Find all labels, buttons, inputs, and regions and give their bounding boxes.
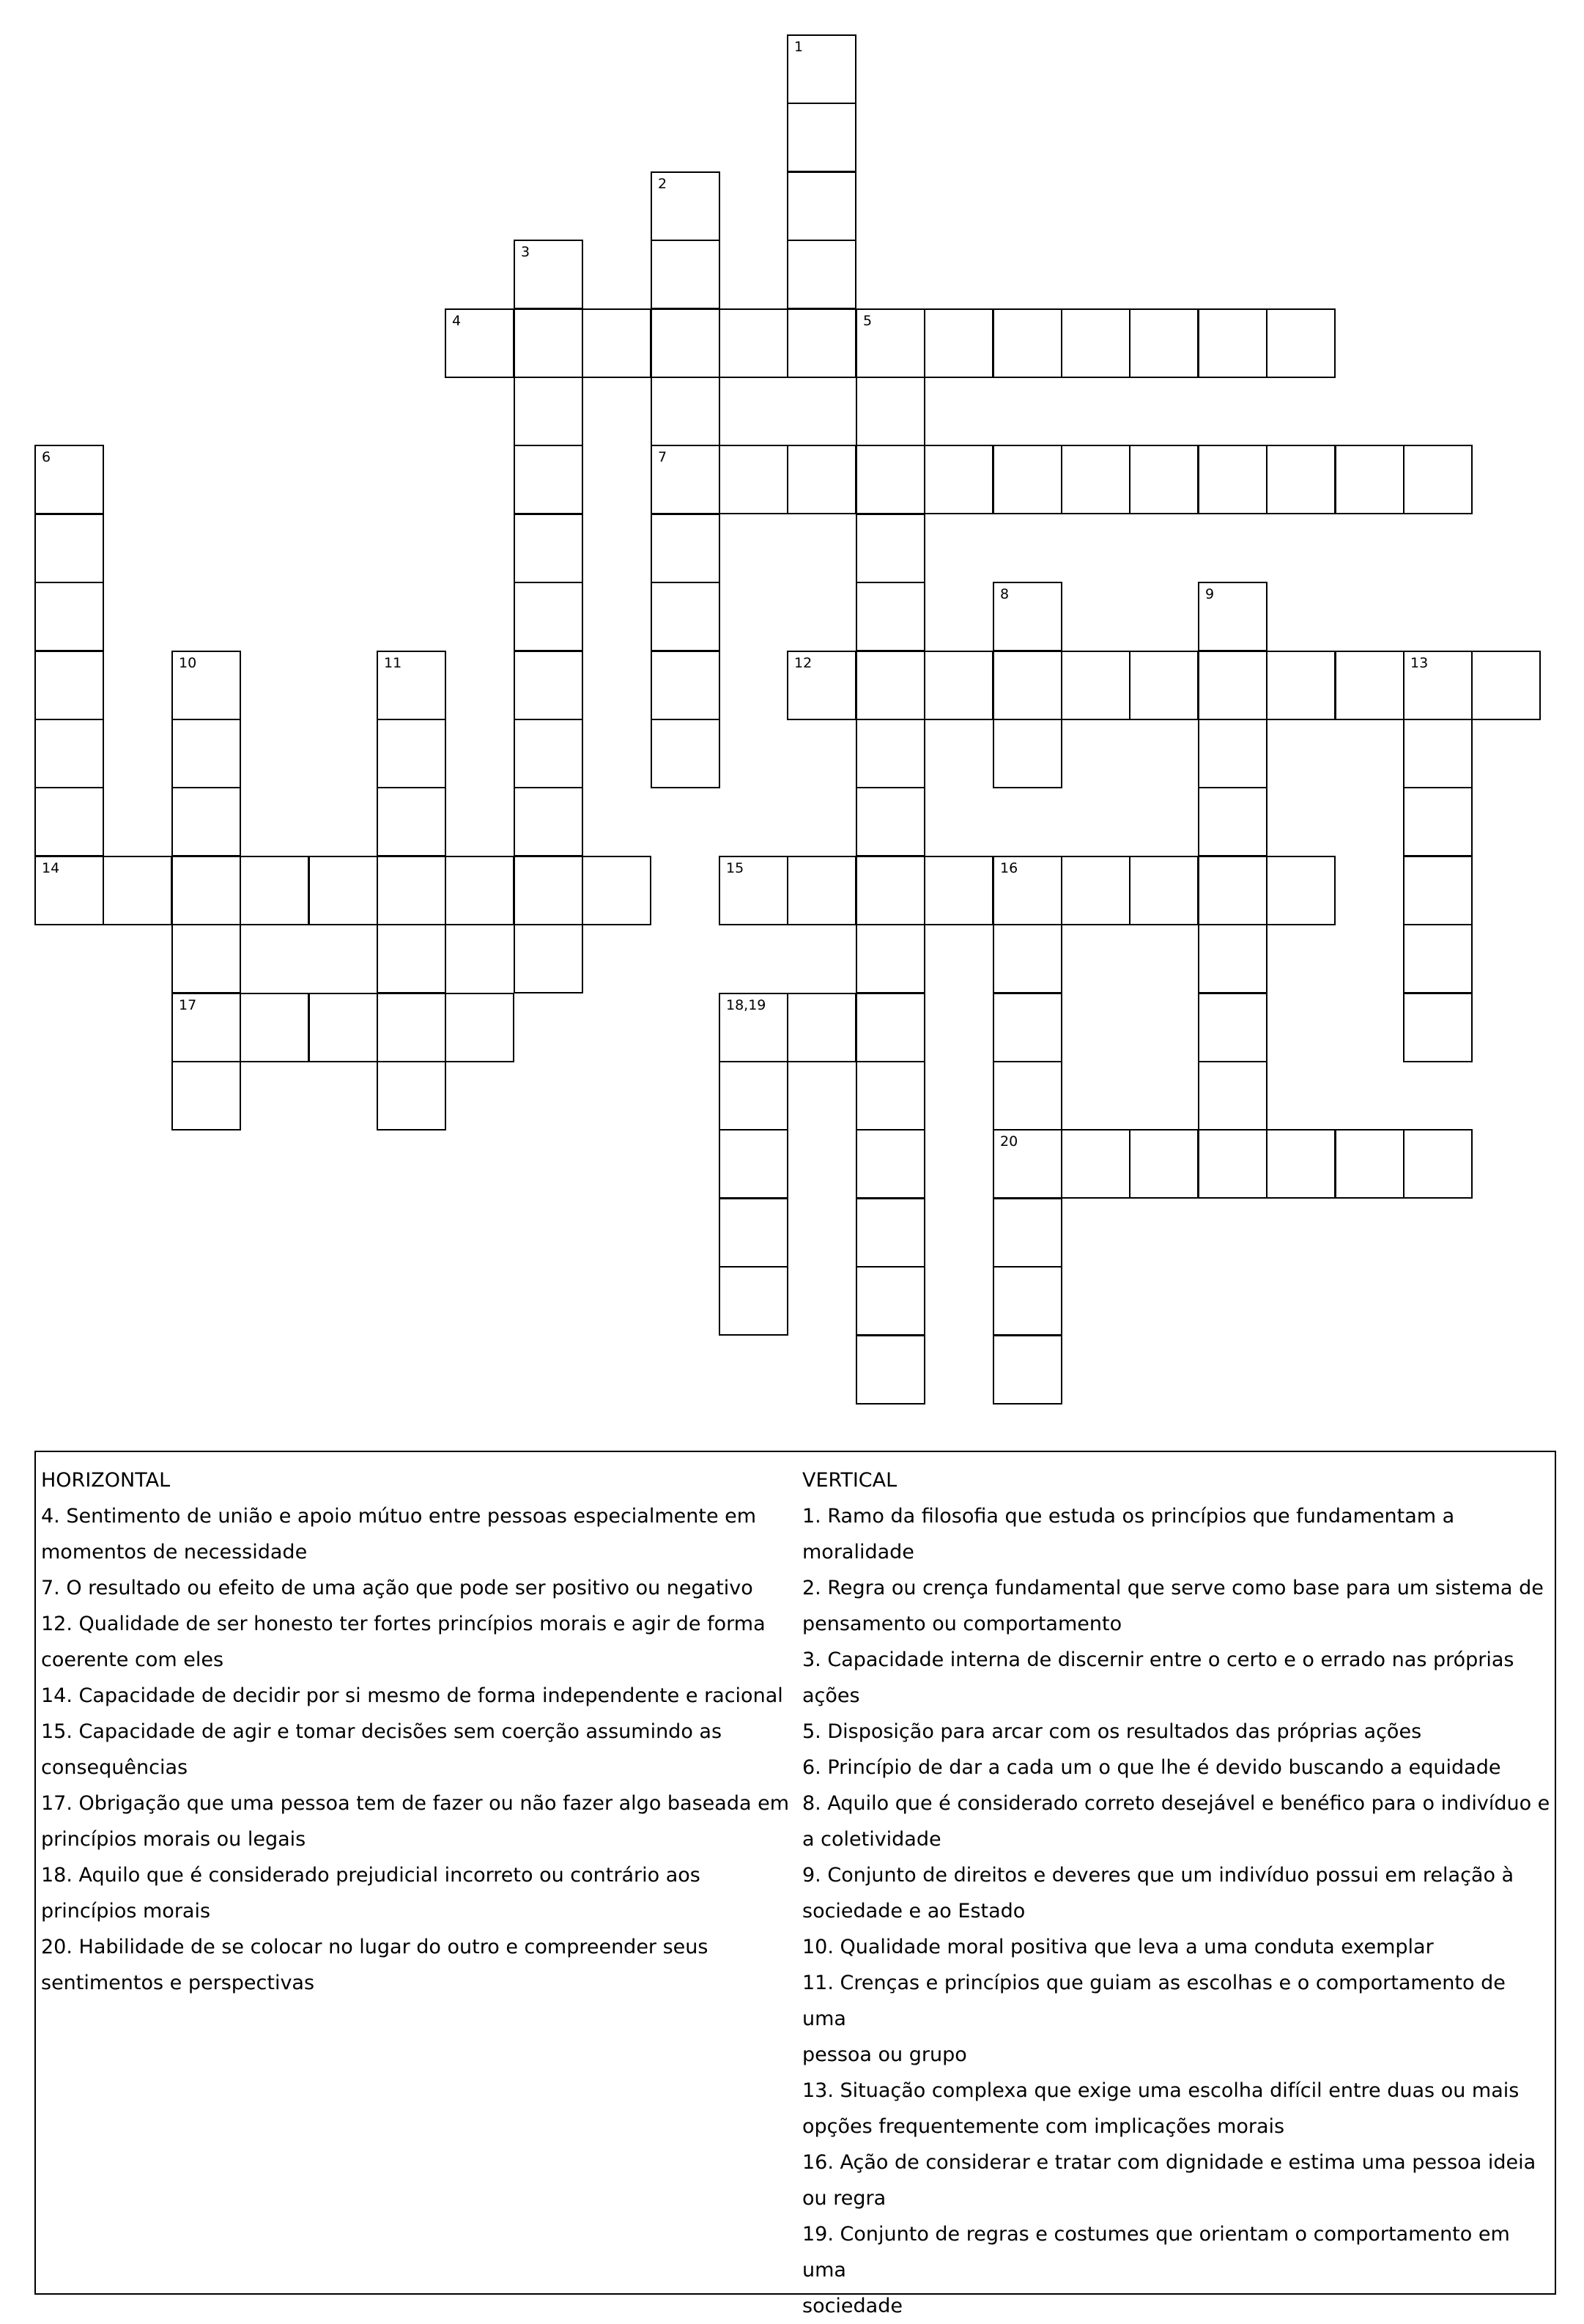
crossword-cell[interactable]: [924, 308, 993, 378]
crossword-cell[interactable]: [514, 240, 583, 309]
crossword-cell[interactable]: [856, 1335, 925, 1405]
crossword-cell[interactable]: [993, 308, 1062, 378]
vertical-title: VERTICAL: [802, 1469, 898, 1492]
clue-line: 2. Regra ou crença fundamental que serve como base para um sistema de: [802, 1577, 1544, 1599]
crossword-cell[interactable]: [719, 1266, 788, 1336]
crossword-cell[interactable]: [377, 856, 446, 925]
clue-line: pensamento ou comportamento: [802, 1613, 1122, 1635]
clue-line: princípios morais: [41, 1900, 211, 1923]
crossword-cell[interactable]: [719, 1198, 788, 1268]
crossword-cell[interactable]: [514, 651, 583, 720]
clue-line: 1. Ramo da filosofia que estuda os princípios que fundamentam a: [802, 1505, 1455, 1528]
clue-line: 12. Qualidade de ser honesto ter fortes princípios morais e agir de forma: [41, 1613, 766, 1635]
crossword-cell[interactable]: [924, 445, 993, 514]
crossword-cell[interactable]: [377, 787, 446, 856]
crossword-cell[interactable]: [993, 993, 1062, 1062]
crossword-cell[interactable]: [377, 651, 446, 720]
crossword-cell[interactable]: [514, 377, 583, 446]
crossword-cell[interactable]: [582, 856, 651, 925]
crossword-cell[interactable]: [719, 445, 788, 514]
clue-number: 2: [658, 176, 667, 192]
clues-box: [34, 1451, 1556, 2317]
crossword-cell[interactable]: [651, 514, 720, 583]
crossword-cell[interactable]: [993, 856, 1062, 925]
crossword-cell[interactable]: [445, 993, 514, 1062]
clue-line: princípios morais ou legais: [41, 1828, 306, 1851]
clue-line: moralidade: [802, 1541, 914, 1563]
crossword-cell[interactable]: [1061, 651, 1130, 720]
crossword-cell[interactable]: [1198, 651, 1267, 720]
crossword-cell[interactable]: [1403, 719, 1473, 788]
clue-line: pessoa ou grupo: [802, 2043, 967, 2066]
crossword-cell[interactable]: [787, 308, 856, 378]
crossword-cell[interactable]: [377, 993, 446, 1062]
crossword-cell[interactable]: [103, 856, 172, 925]
crossword-cell[interactable]: [856, 787, 925, 856]
crossword-cell[interactable]: [1335, 651, 1404, 720]
clue-line: coerente com eles: [41, 1648, 224, 1671]
crossword-cell[interactable]: [1266, 1129, 1336, 1199]
crossword-cell[interactable]: [1266, 308, 1336, 378]
crossword-cell[interactable]: [856, 308, 925, 378]
crossword-cell[interactable]: [1335, 1129, 1404, 1199]
clue-line: 11. Crenças e princípios que guiam as escolhas e o comportamento de uma: [802, 1972, 1506, 2030]
crossword-cell[interactable]: [514, 308, 583, 378]
clue-line: ações: [802, 1684, 860, 1707]
clue-line: 8. Aquilo que é considerado correto desejável e benéfico para o indivíduo e: [802, 1792, 1550, 1815]
crossword-cell[interactable]: [514, 582, 583, 651]
crossword-cell[interactable]: [1403, 445, 1473, 514]
crossword-cell[interactable]: [1129, 445, 1199, 514]
crossword-cell[interactable]: [856, 1198, 925, 1268]
clue-number: 14: [42, 860, 60, 876]
crossword-cell[interactable]: [171, 787, 241, 856]
crossword-cell[interactable]: [34, 651, 104, 720]
crossword-cell[interactable]: [993, 719, 1062, 788]
clue-line: 10. Qualidade moral positiva que leva a uma conduta exemplar: [802, 1936, 1434, 1958]
clue-line: sociedade: [802, 2295, 903, 2317]
crossword-cell[interactable]: [1198, 1061, 1267, 1130]
crossword-cell[interactable]: [240, 856, 309, 925]
crossword-cell[interactable]: [993, 1061, 1062, 1130]
crossword-cell[interactable]: [651, 719, 720, 788]
clue-number: 8: [1000, 586, 1010, 602]
crossword-cell[interactable]: [171, 719, 241, 788]
clue-line: consequências: [41, 1756, 188, 1779]
crossword-cell[interactable]: [34, 445, 104, 514]
crossword-cell[interactable]: [993, 582, 1062, 651]
crossword-cell[interactable]: [719, 856, 788, 925]
crossword-cell[interactable]: [1198, 924, 1267, 993]
crossword-cell[interactable]: [651, 308, 720, 378]
crossword-cell[interactable]: [1198, 719, 1267, 788]
crossword-cell[interactable]: [651, 240, 720, 309]
crossword-cell[interactable]: [171, 993, 241, 1062]
crossword-cell[interactable]: [993, 1198, 1062, 1268]
crossword-cell[interactable]: [1403, 787, 1473, 856]
clue-line: 3. Capacidade interna de discernir entre o certo e o errado nas próprias: [802, 1648, 1514, 1671]
crossword-cell[interactable]: [993, 651, 1062, 720]
clue-line: 18. Aquilo que é considerado prejudicial incorreto ou contrário aos: [41, 1864, 700, 1887]
clue-line: ou regra: [802, 2187, 887, 2210]
crossword-cell[interactable]: [1403, 856, 1473, 925]
clue-line: 16. Ação de considerar e tratar com dignidade e estima uma pessoa ideia: [802, 2151, 1536, 2174]
crossword-cell[interactable]: [514, 719, 583, 788]
crossword-cell[interactable]: [1129, 308, 1199, 378]
crossword-cell[interactable]: [787, 993, 856, 1062]
crossword-cell[interactable]: [787, 240, 856, 309]
crossword-cell[interactable]: [514, 787, 583, 856]
crossword-cell[interactable]: [993, 1129, 1062, 1199]
clue-number: 6: [42, 449, 51, 465]
clue-line: a coletividade: [802, 1828, 941, 1851]
crossword-cell[interactable]: [787, 856, 856, 925]
crossword-cell[interactable]: [514, 445, 583, 514]
crossword-cell[interactable]: [993, 924, 1062, 993]
crossword-cell[interactable]: [34, 787, 104, 856]
crossword-cell[interactable]: [1198, 787, 1267, 856]
crossword-cell[interactable]: [308, 856, 378, 925]
crossword-cell[interactable]: [34, 582, 104, 651]
crossword-cell[interactable]: [856, 993, 925, 1062]
crossword-cell[interactable]: [856, 924, 925, 993]
crossword-cell[interactable]: [1198, 993, 1267, 1062]
crossword-cell[interactable]: [377, 924, 446, 993]
crossword-cell[interactable]: [1266, 651, 1336, 720]
crossword-cell[interactable]: [856, 1266, 925, 1336]
crossword-cell[interactable]: [993, 1266, 1062, 1336]
clue-number: 15: [726, 860, 744, 876]
crossword-cell[interactable]: [1129, 1129, 1199, 1199]
crossword-cell[interactable]: [240, 993, 309, 1062]
crossword-cell[interactable]: [1471, 651, 1541, 720]
clue-number: 20: [1000, 1133, 1018, 1150]
clue-number: 3: [521, 244, 530, 260]
clue-line: 9. Conjunto de direitos e deveres que um indivíduo possui em relação à: [802, 1864, 1514, 1887]
crossword-cell[interactable]: [1266, 445, 1336, 514]
clue-number: 9: [1205, 586, 1215, 602]
crossword-cell[interactable]: [651, 651, 720, 720]
crossword-cell[interactable]: [171, 651, 241, 720]
crossword-cell[interactable]: [787, 651, 856, 720]
crossword-cell[interactable]: [719, 1061, 788, 1130]
crossword-cell[interactable]: [856, 1061, 925, 1130]
clue-line: momentos de necessidade: [41, 1541, 308, 1563]
crossword-cell[interactable]: [651, 582, 720, 651]
clue-number: 4: [452, 313, 462, 329]
crossword-cell[interactable]: [1403, 993, 1473, 1062]
crossword-cell[interactable]: [34, 856, 104, 925]
clue-line: sociedade e ao Estado: [802, 1900, 1026, 1923]
crossword-cell[interactable]: [171, 924, 241, 993]
clue-number: 10: [179, 655, 197, 671]
crossword-cell[interactable]: [719, 1129, 788, 1199]
crossword-cell[interactable]: [787, 34, 856, 104]
crossword-cell[interactable]: [924, 651, 993, 720]
crossword-cell[interactable]: [171, 1061, 241, 1130]
clue-line: 19. Conjunto de regras e costumes que orientam o comportamento em uma: [802, 2223, 1510, 2282]
clue-number: 12: [794, 655, 813, 671]
crossword-cell[interactable]: [719, 308, 788, 378]
clue-number: 13: [1410, 655, 1429, 671]
clue-line: 20. Habilidade de se colocar no lugar do outro e compreender seus: [41, 1936, 708, 1958]
crossword-cell[interactable]: [993, 445, 1062, 514]
crossword-cell[interactable]: [856, 856, 925, 925]
clue-number: 11: [384, 655, 402, 671]
crossword-cell[interactable]: [1198, 856, 1267, 925]
clue-line: 5. Disposição para arcar com os resultados das próprias ações: [802, 1720, 1422, 1743]
clue-line: 15. Capacidade de agir e tomar decisões sem coerção assumindo as: [41, 1720, 722, 1743]
crossword-cell[interactable]: [856, 651, 925, 720]
crossword-cell[interactable]: [787, 445, 856, 514]
crossword-cell[interactable]: [1403, 924, 1473, 993]
crossword-cell[interactable]: [787, 103, 856, 172]
crossword-cell[interactable]: [34, 514, 104, 583]
crossword-cell[interactable]: [1403, 651, 1473, 720]
crossword-cell[interactable]: [1403, 1129, 1473, 1199]
crossword-cell[interactable]: [1129, 856, 1199, 925]
crossword-cell[interactable]: [377, 719, 446, 788]
crossword-cell[interactable]: [651, 171, 720, 241]
crossword-cell[interactable]: [1198, 308, 1267, 378]
crossword-cell[interactable]: [856, 514, 925, 583]
clue-line: 7. O resultado ou efeito de uma ação que pode ser positivo ou negativo: [41, 1577, 753, 1599]
crossword-cell[interactable]: [1061, 445, 1130, 514]
crossword-cell[interactable]: [651, 445, 720, 514]
crossword-cell[interactable]: [1061, 856, 1130, 925]
clue-line: 6. Princípio de dar a cada um o que lhe é devido buscando a equidade: [802, 1756, 1501, 1779]
clue-number: 1: [794, 39, 804, 55]
clue-number: 7: [658, 449, 667, 465]
crossword-cell[interactable]: [856, 377, 925, 446]
clue-line: 17. Obrigação que uma pessoa tem de fazer ou não fazer algo baseada em: [41, 1792, 790, 1815]
crossword-cell[interactable]: [445, 308, 514, 378]
crossword-cell[interactable]: [582, 308, 651, 378]
crossword-cell[interactable]: [993, 1335, 1062, 1405]
crossword-cell[interactable]: [308, 993, 378, 1062]
crossword-cell[interactable]: [34, 719, 104, 788]
crossword-cell[interactable]: [651, 377, 720, 446]
crossword-cell[interactable]: [514, 924, 583, 993]
clue-line: 4. Sentimento de união e apoio mútuo entre pessoas especialmente em: [41, 1505, 757, 1528]
crossword-cell[interactable]: [856, 582, 925, 651]
crossword-cell[interactable]: [1129, 651, 1199, 720]
clue-number: 5: [863, 313, 873, 329]
crossword-cell[interactable]: [1061, 1129, 1130, 1199]
crossword-cell[interactable]: [377, 1061, 446, 1130]
crossword-cell[interactable]: [514, 514, 583, 583]
horizontal-clues: [41, 1462, 792, 2001]
crossword-cell[interactable]: [1335, 445, 1404, 514]
clue-number: 16: [1000, 860, 1018, 876]
crossword-cell[interactable]: [1266, 856, 1336, 925]
crossword-cell[interactable]: [856, 1129, 925, 1199]
crossword-cell[interactable]: [1198, 582, 1267, 651]
clue-line: 13. Situação complexa que exige uma escolha difícil entre duas ou mais: [802, 2079, 1520, 2102]
crossword-cell[interactable]: [1198, 1129, 1267, 1199]
clue-line: opções frequentemente com implicações morais: [802, 2115, 1285, 2138]
crossword-cell[interactable]: [171, 856, 241, 925]
crossword-cell[interactable]: [1198, 445, 1267, 514]
clue-line: sentimentos e perspectivas: [41, 1972, 315, 1994]
clue-number: 18,19: [726, 997, 766, 1013]
clue-line: 14. Capacidade de decidir por si mesmo de forma independente e racional: [41, 1684, 783, 1707]
crossword-cell[interactable]: [1061, 308, 1130, 378]
crossword-cell[interactable]: [856, 445, 925, 514]
clue-number: 17: [179, 997, 197, 1013]
horizontal-title: HORIZONTAL: [41, 1469, 171, 1492]
crossword-cell[interactable]: [856, 719, 925, 788]
crossword-cell[interactable]: [787, 171, 856, 241]
crossword-cell[interactable]: [445, 856, 514, 925]
crossword-cell[interactable]: [514, 856, 583, 925]
crossword-cell[interactable]: [924, 856, 993, 925]
crossword-cell[interactable]: [719, 993, 788, 1062]
vertical-clues: [802, 1462, 1553, 2324]
